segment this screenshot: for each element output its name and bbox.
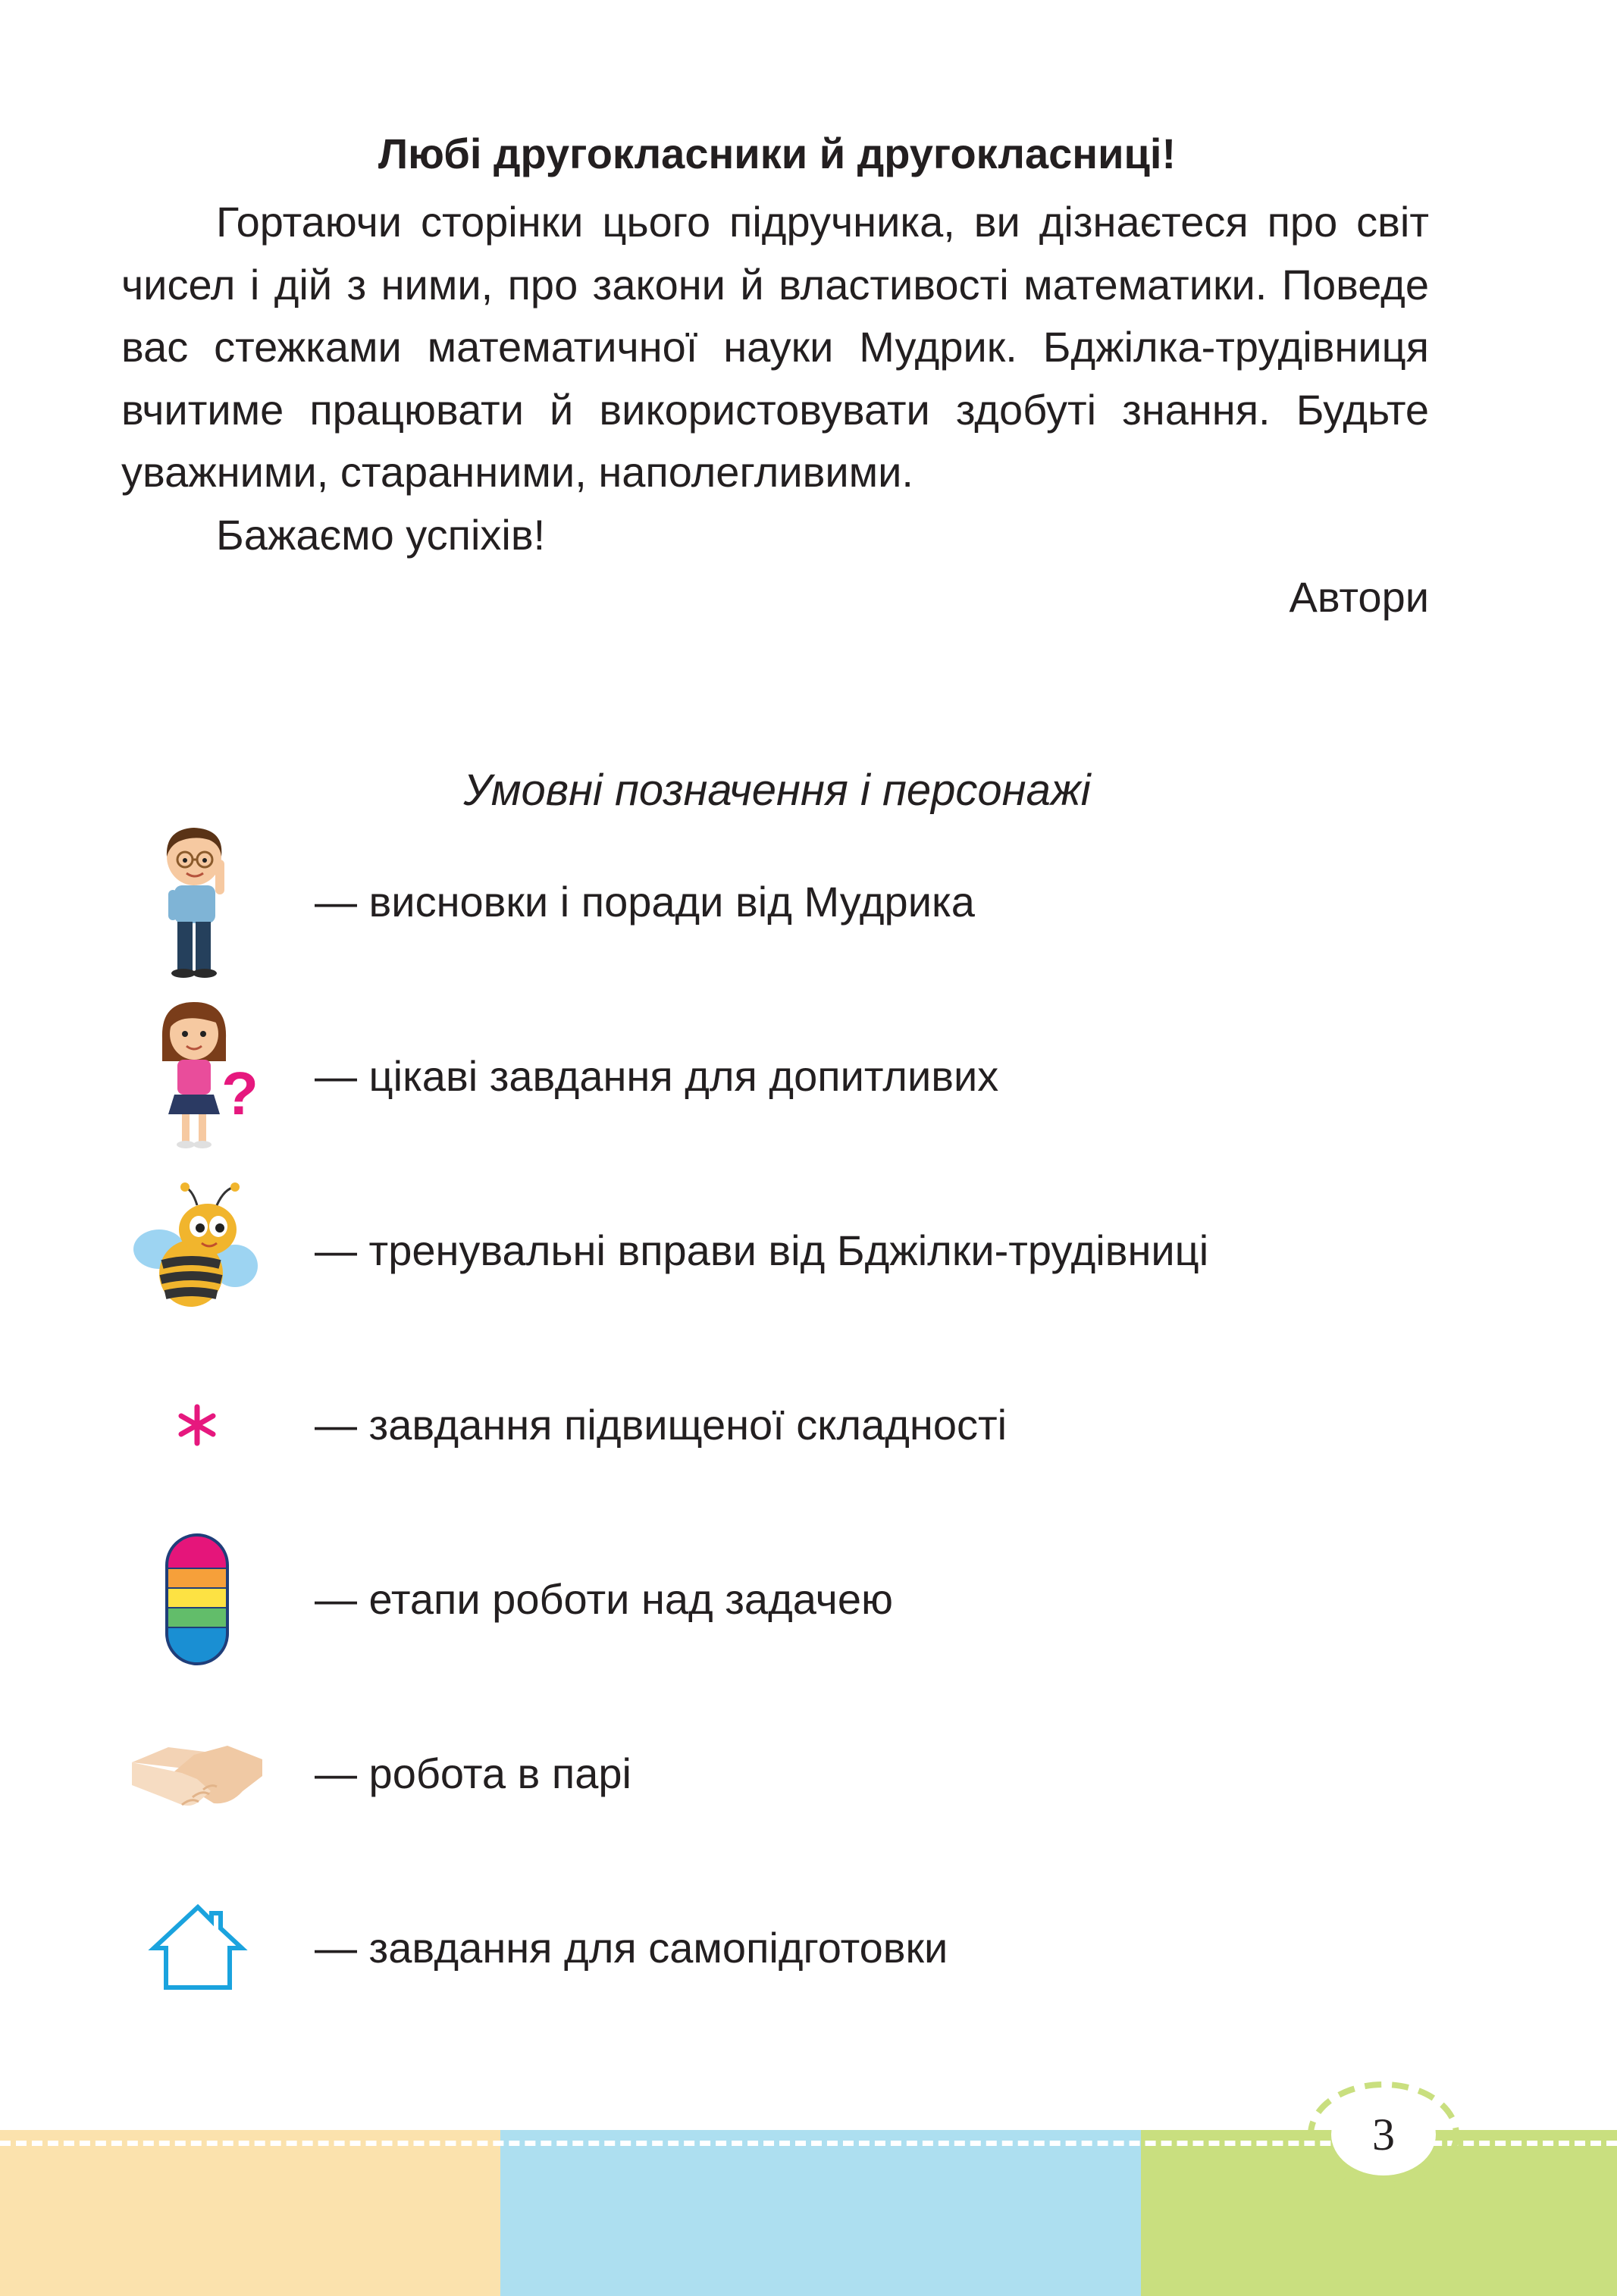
intro-title: Любі другокласники й другокласниці!	[378, 130, 1177, 177]
svg-text:?: ?	[221, 1060, 259, 1127]
intro-wish: Бажаємо успіхів!	[216, 510, 546, 559]
footer-band-peach	[0, 2130, 500, 2296]
legend-item-text: — цікаві завдання для допитливих	[315, 1052, 999, 1100]
page-footer	[0, 2109, 1617, 2296]
handshake-icon	[114, 1698, 280, 1850]
legend-item-text: — етапи роботи над задачею	[315, 1575, 893, 1623]
asterisk-icon	[114, 1349, 280, 1501]
legend-item	[114, 1001, 1440, 1152]
footer-band-blue	[500, 2130, 1141, 2296]
page-number: 3	[1331, 2094, 1436, 2175]
boy-mudryk-icon	[114, 826, 280, 978]
legend-item	[114, 1524, 1440, 1675]
legend-item	[114, 1175, 1440, 1327]
intro-paragraph: Гортаючи сторінки цього підручника, ви дізнаєтеся про світ чисел і дій з ними, про закони й властивості математики. Поведе вас стежками математичної науки Мудрик. Бджілка-трудівниця вчитиме працювати й використовувати здобуті знання. Будьте уважними, старанними, наполегливими.	[121, 198, 1429, 496]
legend-item	[114, 1872, 1440, 2024]
authors-signature: Автори	[1289, 573, 1429, 621]
girl-question-icon	[114, 1001, 280, 1152]
legend-item-text: — висновки і поради від Мудрика	[315, 878, 975, 926]
legend-title: Умовні позначення і персонажі	[463, 766, 1091, 815]
page-number-badge	[1296, 2077, 1471, 2191]
legend-item-text: — завдання підвищеної складності	[315, 1401, 1007, 1449]
bee-icon	[114, 1175, 280, 1327]
legend-item	[114, 1698, 1440, 1850]
legend-item-text: — тренувальні вправи від Бджілки-трудівниці	[315, 1226, 1209, 1274]
house-icon	[114, 1872, 280, 2024]
legend-item	[114, 1349, 1440, 1501]
intro-text	[121, 191, 1429, 566]
legend-item-text: — завдання для самопідготовки	[315, 1924, 948, 1972]
legend-item-text: — робота в парі	[315, 1749, 631, 1797]
stages-icon	[114, 1524, 280, 1675]
legend-item	[114, 826, 1440, 978]
